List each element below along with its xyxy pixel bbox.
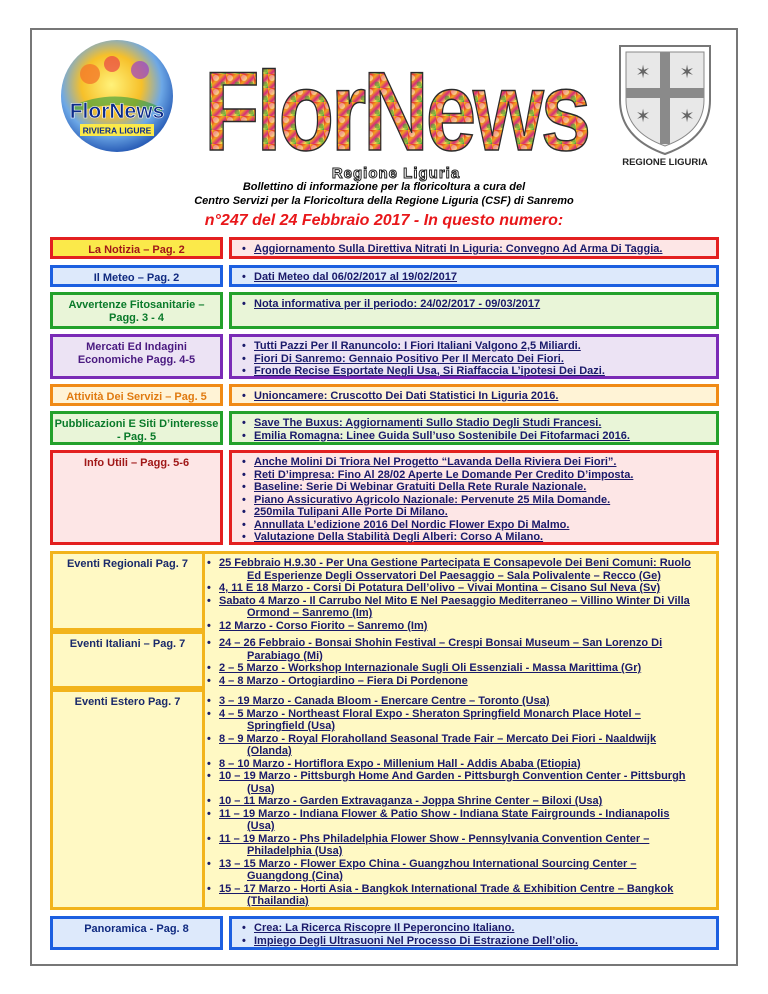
section-items-pubblicazioni — [229, 411, 719, 445]
list-item[interactable]: • 8 – 10 Marzo - Hortiflora Expo - Millenium Hall - Addis Ababa (Etiopia) — [219, 758, 717, 771]
logo-right-text: REGIONE LIGURIA — [622, 157, 708, 168]
label-text: Info Utili – Pagg. 5-6 — [83, 457, 190, 469]
list-item[interactable]: • 2 – 5 Marzo - Workshop Internazionale Sugli Oli Essenziali - Massa Marittima (Gr) — [219, 662, 717, 675]
list-item[interactable]: • 10 – 11 Marzo - Garden Extravaganza - Joppa Shrine Center – Biloxi (Usa) — [219, 795, 717, 808]
list-item[interactable]: • Reti D’impresa: Fino Al 28/02 Aperte Le Domande Per Credito D’imposta. — [254, 469, 716, 482]
events-regionali-list — [205, 554, 717, 632]
svg-text:✶: ✶ — [679, 106, 695, 126]
list-item[interactable]: • 15 – 17 Marzo - Horti Asia - Bangkok International Trade & Exhibition Centre – Bangkok (Thailandia) — [219, 883, 717, 908]
label-text: La Notizia – Pag. 2 — [88, 244, 185, 256]
events-label-estero — [50, 689, 205, 910]
events-estero-list — [205, 692, 717, 908]
label-text: Eventi Italiani – Pag. 7 — [69, 638, 186, 650]
list-item[interactable]: • Crea: La Ricerca Riscopre Il Peperoncino Italiano. — [254, 922, 716, 935]
issue-title: n°247 del 24 Febbraio 2017 - In questo numero: — [204, 212, 564, 229]
section-label-panoramica — [50, 916, 223, 950]
masthead-logo — [198, 32, 594, 182]
section-items-servizi — [229, 384, 719, 406]
subtitle-line-2: Centro Servizi per la Floricoltura della Regione Liguria (CSF) di Sanremo — [194, 195, 574, 207]
events-label-italiani — [50, 631, 205, 689]
section-label-pubblicazioni — [50, 411, 223, 445]
label-text: Panoramica - Pag. 8 — [84, 923, 189, 935]
section-items-notizia — [229, 237, 719, 259]
section-items-info — [229, 450, 719, 545]
list-item[interactable]: • Valutazione Della Stabilità Degli Alberi: Corso A Milano. — [254, 531, 716, 544]
list-item[interactable]: • Tutti Pazzi Per Il Ranuncolo: I Fiori Italiani Valgono 2,5 Miliardi. — [254, 340, 716, 353]
list-item[interactable]: • Save The Buxus: Aggiornamenti Sullo Stadio Degli Studi Francesi. — [254, 417, 716, 430]
flornews-riviera-logo — [52, 36, 182, 166]
list-item[interactable]: • 11 – 19 Marzo - Indiana Flower & Patio Show - Indiana State Fairgrounds - Indianapolis (Usa) — [219, 808, 717, 833]
list-item[interactable]: • Dati Meteo dal 06/02/2017 al 19/02/2017 — [254, 271, 716, 284]
section-label-servizi — [50, 384, 223, 406]
list-item[interactable]: • 4 – 8 Marzo - Ortogiardino – Fiera Di Pordenone — [219, 675, 717, 688]
label-text: Mercati Ed Indagini Economiche Pagg. 4-5 — [77, 341, 196, 366]
label-text: Attività Dei Servizi – Pag. 5 — [66, 391, 207, 403]
list-item[interactable]: • 10 – 19 Marzo - Pittsburgh Home And Garden - Pittsburgh Convention Center - Pittsburgh (Usa) — [219, 770, 717, 795]
list-item[interactable]: • 4 – 5 Marzo - Northeast Floral Expo - Sheraton Springfield Monarch Place Hotel – Springfield (Usa) — [219, 708, 717, 733]
list-item[interactable]: • 4, 11 E 18 Marzo - Corsi Di Potatura Dell’olivo – Vivai Montina – Cisano Sul Neva (Sv) — [219, 582, 717, 595]
list-item[interactable]: • 24 – 26 Febbraio - Bonsai Shohin Festival – Crespi Bonsai Museum – San Lorenzo Di Parabiago (Mi) — [219, 637, 717, 662]
list-item[interactable]: • 3 – 19 Marzo - Canada Bloom - Enercare Centre – Toronto (Usa) — [219, 695, 717, 708]
list-item[interactable]: • Aggiornamento Sulla Direttiva Nitrati In Liguria: Convegno Ad Arma Di Taggia. — [254, 243, 716, 256]
masthead-subtitle: Regione Liguria — [331, 165, 461, 182]
label-text: Il Meteo – Pag. 2 — [93, 272, 180, 284]
list-item[interactable]: • Fronde Recise Esportate Negli Usa, Si Riaffaccia L’ipotesi Dei Dazi. — [254, 365, 716, 378]
section-label-fitosanitarie — [50, 292, 223, 329]
label-text: Eventi Regionali Pag. 7 — [66, 558, 189, 570]
section-items-fitosanitarie — [229, 292, 719, 329]
regione-liguria-logo — [610, 38, 720, 168]
section-items-mercati — [229, 334, 719, 379]
list-item[interactable]: • Unioncamere: Cruscotto Dei Dati Statistici In Liguria 2016. — [254, 390, 716, 403]
svg-text:✶: ✶ — [679, 62, 695, 82]
bulletin-subtitle — [0, 180, 768, 208]
list-item[interactable]: • 11 – 19 Marzo - Phs Philadelphia Flower Show - Pennsylvania Convention Center – Philadelphia (Usa) — [219, 833, 717, 858]
section-items-panoramica — [229, 916, 719, 950]
list-item[interactable]: • Impiego Degli Ultrasuoni Nel Processo Di Estrazione Dell’olio. — [254, 935, 716, 948]
label-text: Eventi Estero Pag. 7 — [74, 696, 181, 708]
label-text: Pubblicazioni E Siti D’interesse - Pag. 5 — [54, 418, 219, 443]
logo-left-sub: RIVIERA LIGURE — [82, 125, 152, 136]
section-label-mercati — [50, 334, 223, 379]
list-item[interactable]: • Emilia Romagna: Linee Guida Sull’uso Sostenibile Dei Fitofarmaci 2016. — [254, 430, 716, 443]
section-label-info — [50, 450, 223, 545]
list-item[interactable]: • Piano Assicurativo Agricolo Nazionale: Pervenute 25 Mila Domande. — [254, 494, 716, 507]
list-item[interactable]: • 8 – 9 Marzo - Royal Floraholland Seasonal Trade Fair – Mercato Dei Fiori - Naaldwijk (Olanda) — [219, 733, 717, 758]
events-label-regionali — [50, 551, 205, 631]
list-item[interactable]: • 25 Febbraio H.9.30 - Per Una Gestione Partecipata E Consapevole Dei Beni Comuni: Ruolo Ed Esperienze Degli Osservatori Del Paesaggio – Sala Polivalente – Recco (Ge) — [219, 557, 717, 582]
list-item[interactable]: • Baseline: Serie Di Webinar Gratuiti Della Rete Rurale Nazionale. — [254, 481, 716, 494]
section-label-meteo — [50, 265, 223, 287]
label-text: Avvertenze Fitosanitarie – Pagg. 3 - 4 — [68, 299, 205, 324]
subtitle-line-1: Bollettino di informazione per la floricoltura a cura del — [242, 181, 526, 193]
list-item[interactable]: • Nota informativa per il periodo: 24/02/2017 - 09/03/2017 — [254, 298, 716, 311]
list-item[interactable]: • Fiori Di Sanremo: Gennaio Positivo Per Il Mercato Dei Fiori. — [254, 353, 716, 366]
section-items-meteo — [229, 265, 719, 287]
list-item[interactable]: • Annullata L’edizione 2016 Del Nordic Flower Expo Di Malmo. — [254, 519, 716, 532]
masthead-title: FlorNews — [204, 49, 588, 174]
list-item[interactable]: • 12 Marzo - Corso Fiorito – Sanremo (Im) — [219, 620, 717, 633]
list-item[interactable]: • 250mila Tulipani Alle Porte Di Milano. — [254, 506, 716, 519]
svg-text:✶: ✶ — [635, 106, 651, 126]
svg-text:✶: ✶ — [635, 62, 651, 82]
logo-left-text: FlorNews — [69, 100, 165, 123]
list-item[interactable]: • Sabato 4 Marzo - Il Carrubo Nel Mito E Nel Paesaggio Mediterraneo – Villino Winter Di Villa Ormond – Sanremo (Im) — [219, 595, 717, 620]
list-item[interactable]: • Anche Molini Di Triora Nel Progetto “Lavanda Della Riviera Dei Fiori”. — [254, 456, 716, 469]
events-italiani-list — [205, 634, 717, 687]
section-label-notizia — [50, 237, 223, 259]
list-item[interactable]: • 13 – 15 Marzo - Flower Expo China - Guangzhou International Sourcing Center – Guangdong (Cina) — [219, 858, 717, 883]
